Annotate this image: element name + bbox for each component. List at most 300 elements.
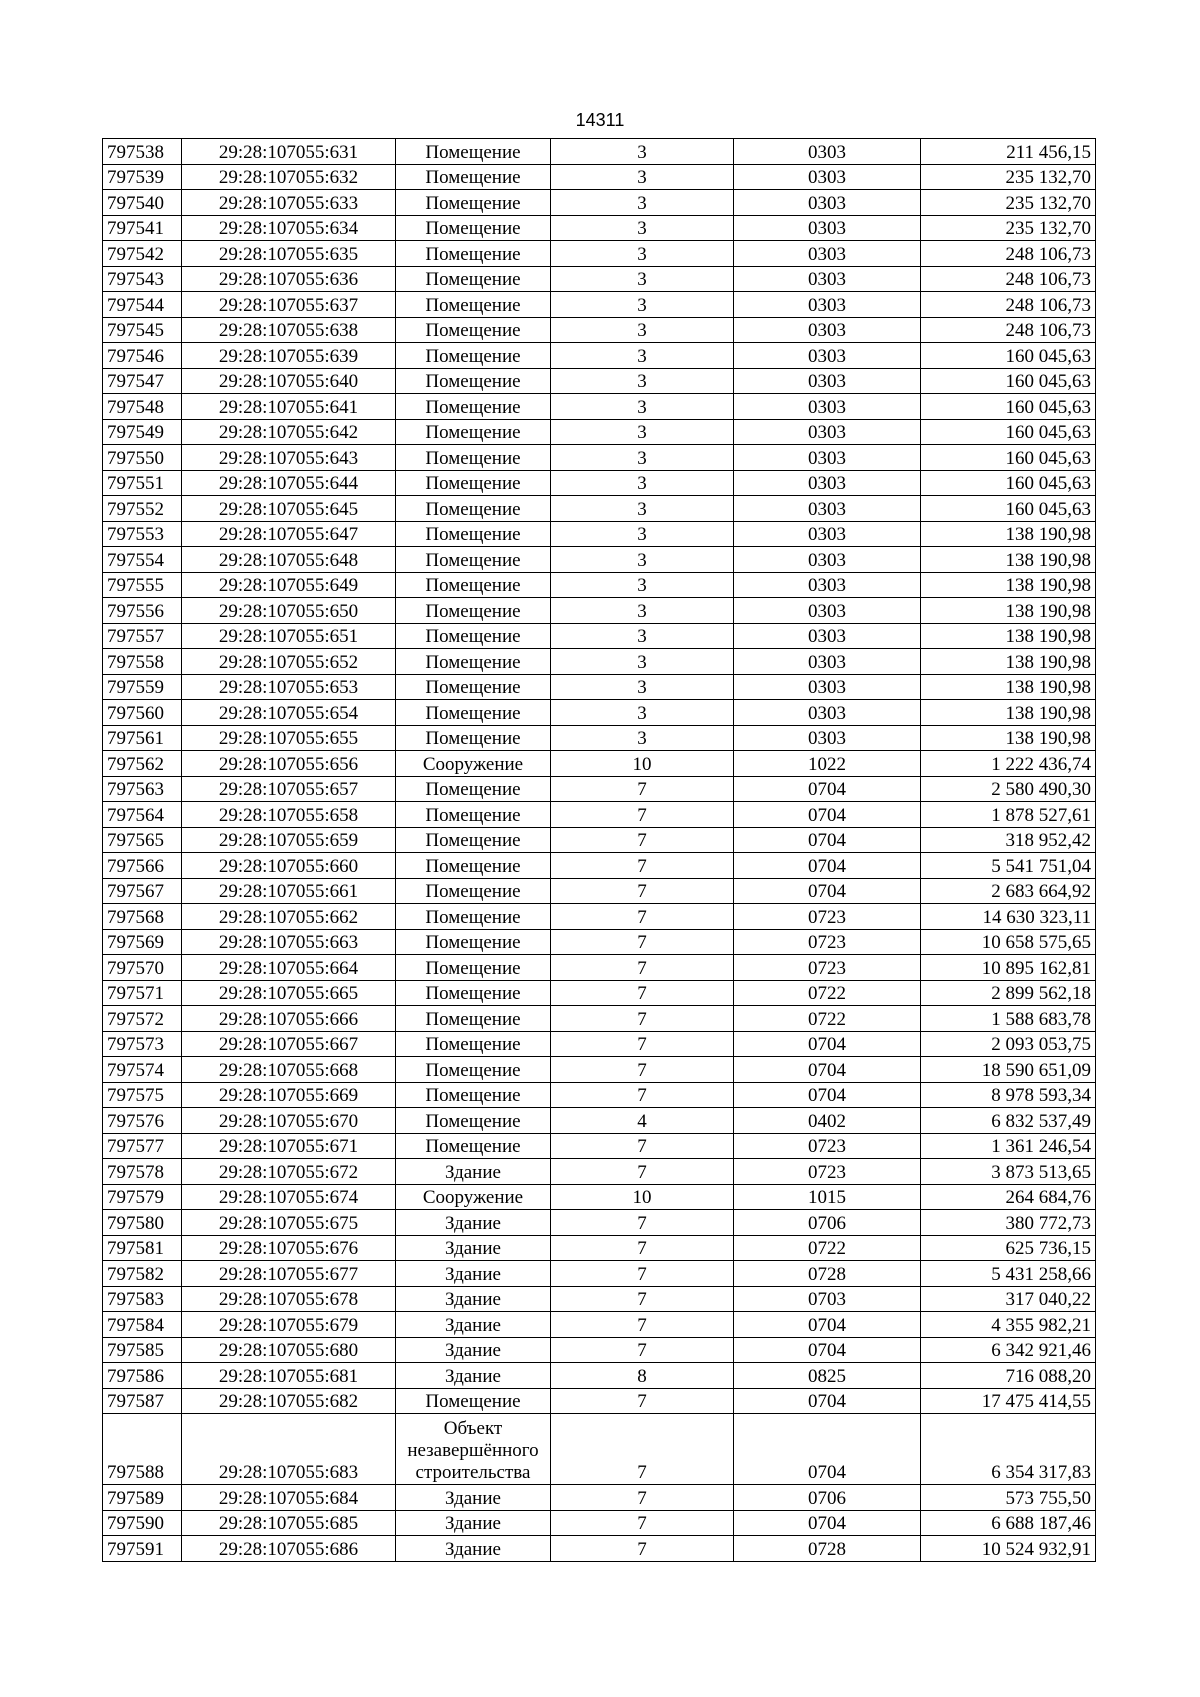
row-number-cell: 797588 xyxy=(103,1414,182,1485)
row-number-cell: 797543 xyxy=(103,266,182,292)
code-cell: 0303 xyxy=(734,394,921,420)
code-cell: 0722 xyxy=(734,1235,921,1261)
object-type-cell: Помещение xyxy=(396,1006,551,1032)
cadastral-value-cell: 10 524 932,91 xyxy=(921,1536,1096,1562)
group-cell: 7 xyxy=(551,802,734,828)
table-row xyxy=(103,1510,1096,1536)
code-cell: 0303 xyxy=(734,241,921,267)
cadastral-value-cell: 1 878 527,61 xyxy=(921,802,1096,828)
cadastral-number-cell: 29:28:107055:651 xyxy=(182,623,396,649)
group-cell: 7 xyxy=(551,1337,734,1363)
object-type-cell: Помещение xyxy=(396,929,551,955)
object-type-cell: Здание xyxy=(396,1261,551,1287)
object-type-cell: Сооружение xyxy=(396,751,551,777)
cadastral-value-cell: 2 093 053,75 xyxy=(921,1031,1096,1057)
cadastral-number-cell: 29:28:107055:679 xyxy=(182,1312,396,1338)
cadastral-number-cell: 29:28:107055:632 xyxy=(182,164,396,190)
group-cell: 3 xyxy=(551,317,734,343)
cadastral-value-cell: 138 190,98 xyxy=(921,598,1096,624)
table-row xyxy=(103,725,1096,751)
cadastral-value-cell: 6 832 537,49 xyxy=(921,1108,1096,1134)
table-row xyxy=(103,521,1096,547)
object-type-cell: Помещение xyxy=(396,827,551,853)
row-number-cell: 797563 xyxy=(103,776,182,802)
cadastral-number-cell: 29:28:107055:686 xyxy=(182,1536,396,1562)
cadastral-value-cell: 1 588 683,78 xyxy=(921,1006,1096,1032)
group-cell: 3 xyxy=(551,164,734,190)
group-cell: 7 xyxy=(551,980,734,1006)
code-cell: 0706 xyxy=(734,1485,921,1511)
group-cell: 8 xyxy=(551,1363,734,1389)
group-cell: 3 xyxy=(551,215,734,241)
table-row xyxy=(103,853,1096,879)
object-type-cell: Помещение xyxy=(396,470,551,496)
object-type-cell: Помещение xyxy=(396,980,551,1006)
row-number-cell: 797554 xyxy=(103,547,182,573)
row-number-cell: 797560 xyxy=(103,700,182,726)
table-row xyxy=(103,419,1096,445)
group-cell: 4 xyxy=(551,1108,734,1134)
row-number-cell: 797558 xyxy=(103,649,182,675)
code-cell: 0303 xyxy=(734,623,921,649)
object-type-cell: Сооружение xyxy=(396,1184,551,1210)
table-row xyxy=(103,139,1096,165)
cadastral-value-cell: 160 045,63 xyxy=(921,470,1096,496)
group-cell: 3 xyxy=(551,394,734,420)
cadastral-number-cell: 29:28:107055:654 xyxy=(182,700,396,726)
row-number-cell: 797583 xyxy=(103,1286,182,1312)
row-number-cell: 797547 xyxy=(103,368,182,394)
row-number-cell: 797562 xyxy=(103,751,182,777)
group-cell: 7 xyxy=(551,1261,734,1287)
group-cell: 3 xyxy=(551,190,734,216)
table-row xyxy=(103,1031,1096,1057)
cadastral-number-cell: 29:28:107055:681 xyxy=(182,1363,396,1389)
code-cell: 0704 xyxy=(734,1414,921,1485)
code-cell: 0704 xyxy=(734,1388,921,1414)
row-number-cell: 797582 xyxy=(103,1261,182,1287)
row-number-cell: 797550 xyxy=(103,445,182,471)
code-cell: 0704 xyxy=(734,776,921,802)
cadastral-value-cell: 160 045,63 xyxy=(921,343,1096,369)
table-row xyxy=(103,929,1096,955)
group-cell: 3 xyxy=(551,598,734,624)
cadastral-number-cell: 29:28:107055:648 xyxy=(182,547,396,573)
object-type-cell: Здание xyxy=(396,1286,551,1312)
group-cell: 3 xyxy=(551,445,734,471)
cadastral-value-cell: 380 772,73 xyxy=(921,1210,1096,1236)
cadastral-value-cell: 716 088,20 xyxy=(921,1363,1096,1389)
table-row xyxy=(103,751,1096,777)
row-number-cell: 797541 xyxy=(103,215,182,241)
group-cell: 7 xyxy=(551,1414,734,1485)
row-number-cell: 797573 xyxy=(103,1031,182,1057)
object-type-cell: Помещение xyxy=(396,1388,551,1414)
object-type-cell: Помещение xyxy=(396,215,551,241)
row-number-cell: 797579 xyxy=(103,1184,182,1210)
table-row xyxy=(103,776,1096,802)
object-type-cell: Помещение xyxy=(396,572,551,598)
code-cell: 0303 xyxy=(734,445,921,471)
code-cell: 0704 xyxy=(734,1057,921,1083)
cadastral-value-cell: 318 952,42 xyxy=(921,827,1096,853)
table-row xyxy=(103,445,1096,471)
group-cell: 7 xyxy=(551,878,734,904)
object-type-cell: Помещение xyxy=(396,1057,551,1083)
cadastral-number-cell: 29:28:107055:652 xyxy=(182,649,396,675)
object-type-cell: Здание xyxy=(396,1485,551,1511)
cadastral-value-cell: 625 736,15 xyxy=(921,1235,1096,1261)
code-cell: 0303 xyxy=(734,725,921,751)
table-row xyxy=(103,649,1096,675)
cadastral-number-cell: 29:28:107055:669 xyxy=(182,1082,396,1108)
object-type-cell: Помещение xyxy=(396,802,551,828)
object-type-cell: Помещение xyxy=(396,878,551,904)
code-cell: 0728 xyxy=(734,1536,921,1562)
group-cell: 3 xyxy=(551,368,734,394)
object-type-cell: Здание xyxy=(396,1536,551,1562)
object-type-cell: Помещение xyxy=(396,700,551,726)
row-number-cell: 797542 xyxy=(103,241,182,267)
object-type-cell: Помещение xyxy=(396,1031,551,1057)
code-cell: 0303 xyxy=(734,215,921,241)
cadastral-value-cell: 211 456,15 xyxy=(921,139,1096,165)
table-row xyxy=(103,1414,1096,1485)
cadastral-number-cell: 29:28:107055:680 xyxy=(182,1337,396,1363)
group-cell: 7 xyxy=(551,955,734,981)
cadastral-number-cell: 29:28:107055:666 xyxy=(182,1006,396,1032)
page-number: 14311 xyxy=(575,110,625,130)
cadastral-value-table xyxy=(102,138,1096,1562)
row-number-cell: 797549 xyxy=(103,419,182,445)
object-type-cell: Помещение xyxy=(396,547,551,573)
cadastral-number-cell: 29:28:107055:641 xyxy=(182,394,396,420)
group-cell: 3 xyxy=(551,700,734,726)
row-number-cell: 797589 xyxy=(103,1485,182,1511)
code-cell: 0723 xyxy=(734,904,921,930)
object-type-cell: Помещение xyxy=(396,190,551,216)
cadastral-value-cell: 248 106,73 xyxy=(921,317,1096,343)
cadastral-value-cell: 8 978 593,34 xyxy=(921,1082,1096,1108)
row-number-cell: 797539 xyxy=(103,164,182,190)
code-cell: 1015 xyxy=(734,1184,921,1210)
row-number-cell: 797584 xyxy=(103,1312,182,1338)
cadastral-number-cell: 29:28:107055:657 xyxy=(182,776,396,802)
object-type-cell: Помещение xyxy=(396,164,551,190)
table-row xyxy=(103,394,1096,420)
code-cell: 1022 xyxy=(734,751,921,777)
object-type-cell: Помещение xyxy=(396,266,551,292)
row-number-cell: 797538 xyxy=(103,139,182,165)
cadastral-number-cell: 29:28:107055:676 xyxy=(182,1235,396,1261)
object-type-cell: Здание xyxy=(396,1312,551,1338)
row-number-cell: 797587 xyxy=(103,1388,182,1414)
object-type-cell: Здание xyxy=(396,1337,551,1363)
cadastral-number-cell: 29:28:107055:663 xyxy=(182,929,396,955)
table-row xyxy=(103,266,1096,292)
group-cell: 3 xyxy=(551,343,734,369)
row-number-cell: 797545 xyxy=(103,317,182,343)
cadastral-value-cell: 235 132,70 xyxy=(921,215,1096,241)
cadastral-number-cell: 29:28:107055:638 xyxy=(182,317,396,343)
cadastral-number-cell: 29:28:107055:667 xyxy=(182,1031,396,1057)
cadastral-value-cell: 138 190,98 xyxy=(921,700,1096,726)
group-cell: 7 xyxy=(551,1286,734,1312)
row-number-cell: 797570 xyxy=(103,955,182,981)
object-type-cell: Здание xyxy=(396,1235,551,1261)
group-cell: 7 xyxy=(551,1006,734,1032)
row-number-cell: 797569 xyxy=(103,929,182,955)
code-cell: 0704 xyxy=(734,878,921,904)
cadastral-number-cell: 29:28:107055:633 xyxy=(182,190,396,216)
cadastral-value-cell: 160 045,63 xyxy=(921,445,1096,471)
table-row xyxy=(103,343,1096,369)
cadastral-value-cell: 573 755,50 xyxy=(921,1485,1096,1511)
object-type-cell: Помещение xyxy=(396,496,551,522)
cadastral-value-cell: 1 222 436,74 xyxy=(921,751,1096,777)
group-cell: 7 xyxy=(551,1133,734,1159)
row-number-cell: 797546 xyxy=(103,343,182,369)
cadastral-value-cell: 235 132,70 xyxy=(921,190,1096,216)
code-cell: 0303 xyxy=(734,368,921,394)
row-number-cell: 797551 xyxy=(103,470,182,496)
code-cell: 0723 xyxy=(734,1159,921,1185)
table-row xyxy=(103,1485,1096,1511)
cadastral-number-cell: 29:28:107055:643 xyxy=(182,445,396,471)
object-type-cell: Помещение xyxy=(396,292,551,318)
table-row xyxy=(103,470,1096,496)
table-body xyxy=(103,139,1096,1562)
cadastral-value-cell: 235 132,70 xyxy=(921,164,1096,190)
row-number-cell: 797574 xyxy=(103,1057,182,1083)
row-number-cell: 797556 xyxy=(103,598,182,624)
code-cell: 0303 xyxy=(734,521,921,547)
cadastral-value-cell: 17 475 414,55 xyxy=(921,1388,1096,1414)
cadastral-number-cell: 29:28:107055:662 xyxy=(182,904,396,930)
object-type-cell: Помещение xyxy=(396,394,551,420)
cadastral-number-cell: 29:28:107055:661 xyxy=(182,878,396,904)
table-row xyxy=(103,1235,1096,1261)
cadastral-number-cell: 29:28:107055:645 xyxy=(182,496,396,522)
group-cell: 7 xyxy=(551,1159,734,1185)
table-row xyxy=(103,827,1096,853)
code-cell: 0303 xyxy=(734,419,921,445)
cadastral-value-cell: 3 873 513,65 xyxy=(921,1159,1096,1185)
code-cell: 0722 xyxy=(734,1006,921,1032)
group-cell: 3 xyxy=(551,623,734,649)
object-type-cell: Помещение xyxy=(396,343,551,369)
code-cell: 0704 xyxy=(734,853,921,879)
code-cell: 0303 xyxy=(734,496,921,522)
cadastral-number-cell: 29:28:107055:665 xyxy=(182,980,396,1006)
table-row xyxy=(103,1082,1096,1108)
object-type-cell: Помещение xyxy=(396,674,551,700)
cadastral-value-cell: 160 045,63 xyxy=(921,368,1096,394)
cadastral-number-cell: 29:28:107055:682 xyxy=(182,1388,396,1414)
row-number-cell: 797553 xyxy=(103,521,182,547)
cadastral-value-cell: 160 045,63 xyxy=(921,419,1096,445)
cadastral-value-cell: 248 106,73 xyxy=(921,292,1096,318)
row-number-cell: 797571 xyxy=(103,980,182,1006)
code-cell: 0303 xyxy=(734,190,921,216)
table-row xyxy=(103,215,1096,241)
group-cell: 3 xyxy=(551,266,734,292)
cadastral-value-cell: 6 354 317,83 xyxy=(921,1414,1096,1485)
table-row xyxy=(103,317,1096,343)
code-cell: 0303 xyxy=(734,343,921,369)
cadastral-number-cell: 29:28:107055:656 xyxy=(182,751,396,777)
code-cell: 0704 xyxy=(734,1082,921,1108)
code-cell: 0728 xyxy=(734,1261,921,1287)
table-row xyxy=(103,1337,1096,1363)
cadastral-number-cell: 29:28:107055:677 xyxy=(182,1261,396,1287)
row-number-cell: 797544 xyxy=(103,292,182,318)
cadastral-value-cell: 317 040,22 xyxy=(921,1286,1096,1312)
row-number-cell: 797552 xyxy=(103,496,182,522)
table-row xyxy=(103,700,1096,726)
table-row xyxy=(103,1536,1096,1562)
code-cell: 0704 xyxy=(734,802,921,828)
cadastral-value-cell: 138 190,98 xyxy=(921,674,1096,700)
cadastral-number-cell: 29:28:107055:668 xyxy=(182,1057,396,1083)
code-cell: 0723 xyxy=(734,955,921,981)
code-cell: 0303 xyxy=(734,674,921,700)
object-type-cell: Помещение xyxy=(396,241,551,267)
group-cell: 7 xyxy=(551,1485,734,1511)
cadastral-value-cell: 2 683 664,92 xyxy=(921,878,1096,904)
cadastral-value-cell: 160 045,63 xyxy=(921,496,1096,522)
object-type-cell: Помещение xyxy=(396,1108,551,1134)
row-number-cell: 797578 xyxy=(103,1159,182,1185)
table-row xyxy=(103,496,1096,522)
cadastral-number-cell: 29:28:107055:683 xyxy=(182,1414,396,1485)
cadastral-value-cell: 6 342 921,46 xyxy=(921,1337,1096,1363)
code-cell: 0706 xyxy=(734,1210,921,1236)
group-cell: 3 xyxy=(551,241,734,267)
object-type-cell: Помещение xyxy=(396,139,551,165)
object-type-cell: Помещение xyxy=(396,317,551,343)
table-row xyxy=(103,1210,1096,1236)
code-cell: 0402 xyxy=(734,1108,921,1134)
table-row xyxy=(103,1159,1096,1185)
object-type-cell: Помещение xyxy=(396,368,551,394)
cadastral-number-cell: 29:28:107055:634 xyxy=(182,215,396,241)
row-number-cell: 797572 xyxy=(103,1006,182,1032)
row-number-cell: 797566 xyxy=(103,853,182,879)
group-cell: 3 xyxy=(551,139,734,165)
code-cell: 0704 xyxy=(734,1031,921,1057)
cadastral-number-cell: 29:28:107055:660 xyxy=(182,853,396,879)
code-cell: 0704 xyxy=(734,1337,921,1363)
cadastral-number-cell: 29:28:107055:675 xyxy=(182,1210,396,1236)
cadastral-number-cell: 29:28:107055:659 xyxy=(182,827,396,853)
table-row xyxy=(103,572,1096,598)
table-row xyxy=(103,1057,1096,1083)
cadastral-number-cell: 29:28:107055:672 xyxy=(182,1159,396,1185)
cadastral-value-cell: 5 431 258,66 xyxy=(921,1261,1096,1287)
code-cell: 0303 xyxy=(734,164,921,190)
cadastral-value-cell: 138 190,98 xyxy=(921,547,1096,573)
cadastral-value-cell: 160 045,63 xyxy=(921,394,1096,420)
cadastral-number-cell: 29:28:107055:650 xyxy=(182,598,396,624)
object-type-cell: Помещение xyxy=(396,521,551,547)
object-type-cell: Здание xyxy=(396,1510,551,1536)
code-cell: 0303 xyxy=(734,470,921,496)
row-number-cell: 797586 xyxy=(103,1363,182,1389)
cadastral-value-cell: 264 684,76 xyxy=(921,1184,1096,1210)
table-row xyxy=(103,598,1096,624)
cadastral-value-cell: 14 630 323,11 xyxy=(921,904,1096,930)
table-row xyxy=(103,547,1096,573)
cadastral-value-cell: 1 361 246,54 xyxy=(921,1133,1096,1159)
cadastral-number-cell: 29:28:107055:685 xyxy=(182,1510,396,1536)
code-cell: 0723 xyxy=(734,1133,921,1159)
row-number-cell: 797577 xyxy=(103,1133,182,1159)
code-cell: 0303 xyxy=(734,317,921,343)
cadastral-number-cell: 29:28:107055:674 xyxy=(182,1184,396,1210)
table-row xyxy=(103,1286,1096,1312)
object-type-cell: Помещение xyxy=(396,649,551,675)
cadastral-number-cell: 29:28:107055:631 xyxy=(182,139,396,165)
code-cell: 0303 xyxy=(734,649,921,675)
table-row xyxy=(103,1363,1096,1389)
code-cell: 0303 xyxy=(734,139,921,165)
cadastral-value-cell: 138 190,98 xyxy=(921,521,1096,547)
cadastral-value-cell: 138 190,98 xyxy=(921,725,1096,751)
code-cell: 0722 xyxy=(734,980,921,1006)
code-cell: 0825 xyxy=(734,1363,921,1389)
cadastral-number-cell: 29:28:107055:644 xyxy=(182,470,396,496)
object-type-cell: Здание xyxy=(396,1159,551,1185)
cadastral-number-cell: 29:28:107055:653 xyxy=(182,674,396,700)
table-row xyxy=(103,1388,1096,1414)
object-type-cell: Помещение xyxy=(396,1082,551,1108)
object-type-cell: Помещение xyxy=(396,623,551,649)
row-number-cell: 797559 xyxy=(103,674,182,700)
table-row xyxy=(103,674,1096,700)
row-number-cell: 797576 xyxy=(103,1108,182,1134)
code-cell: 0303 xyxy=(734,700,921,726)
cadastral-number-cell: 29:28:107055:639 xyxy=(182,343,396,369)
code-cell: 0303 xyxy=(734,572,921,598)
table-row xyxy=(103,1006,1096,1032)
table-row xyxy=(103,623,1096,649)
object-type-cell: Помещение xyxy=(396,1133,551,1159)
cadastral-value-cell: 4 355 982,21 xyxy=(921,1312,1096,1338)
row-number-cell: 797585 xyxy=(103,1337,182,1363)
code-cell: 0704 xyxy=(734,1510,921,1536)
cadastral-number-cell: 29:28:107055:636 xyxy=(182,266,396,292)
group-cell: 7 xyxy=(551,1082,734,1108)
row-number-cell: 797540 xyxy=(103,190,182,216)
object-type-cell: Здание xyxy=(396,1210,551,1236)
cadastral-value-cell: 10 895 162,81 xyxy=(921,955,1096,981)
table-row xyxy=(103,292,1096,318)
object-type-cell: Помещение xyxy=(396,776,551,802)
group-cell: 7 xyxy=(551,904,734,930)
group-cell: 7 xyxy=(551,929,734,955)
group-cell: 10 xyxy=(551,751,734,777)
table-row xyxy=(103,904,1096,930)
group-cell: 3 xyxy=(551,572,734,598)
code-cell: 0303 xyxy=(734,598,921,624)
cadastral-number-cell: 29:28:107055:658 xyxy=(182,802,396,828)
table-row xyxy=(103,368,1096,394)
cadastral-number-cell: 29:28:107055:671 xyxy=(182,1133,396,1159)
group-cell: 3 xyxy=(551,470,734,496)
cadastral-number-cell: 29:28:107055:642 xyxy=(182,419,396,445)
row-number-cell: 797567 xyxy=(103,878,182,904)
